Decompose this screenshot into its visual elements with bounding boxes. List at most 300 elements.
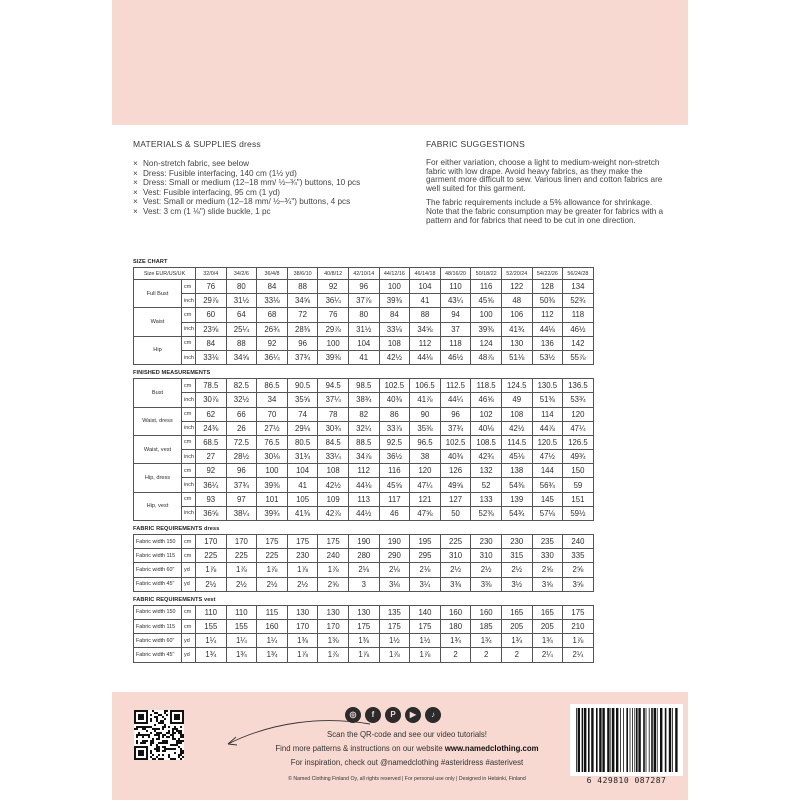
table-cell: 1¾ [471, 634, 502, 648]
unit-label: cm [182, 619, 196, 633]
table-cell: 90.5 [287, 379, 318, 393]
table-cell: 80 [348, 308, 379, 322]
finished-measurements-title: FINISHED MEASUREMENTS [133, 370, 211, 377]
table-cell: 175 [257, 535, 288, 549]
table-cell: 2½ [501, 563, 532, 577]
table-cell: 39⅜ [257, 478, 288, 492]
bullet-icon: × [133, 197, 138, 207]
table-cell: 82.5 [226, 379, 257, 393]
table-cell: 41⅞ [410, 393, 441, 407]
table-cell: 96 [440, 407, 471, 421]
table-cell: 1⅜ [318, 634, 349, 648]
table-cell: 42¾ [471, 450, 502, 464]
table-cell: 41 [287, 478, 318, 492]
table-cell: 195 [410, 535, 441, 549]
table-cell: 150 [563, 464, 594, 478]
table-cell: 2½ [440, 563, 471, 577]
table-cell: 104 [410, 280, 441, 294]
table-cell: 109 [318, 492, 349, 506]
table-cell: 295 [410, 549, 441, 563]
table-cell: 42½ [501, 421, 532, 435]
facebook-icon[interactable]: f [365, 707, 381, 723]
table-cell: 86 [379, 407, 410, 421]
fabric-suggestions-section [426, 139, 671, 231]
table-cell: 41⅜ [287, 506, 318, 520]
table-cell: 84 [257, 280, 288, 294]
table-cell: 138 [501, 464, 532, 478]
table-cell: 1⅜ [348, 634, 379, 648]
table-cell: 24⅜ [196, 421, 227, 435]
table-cell: 42⅞ [318, 506, 349, 520]
table-cell: 113 [348, 492, 379, 506]
table-cell: 76 [196, 280, 227, 294]
size-header: 38/6/10 [287, 268, 318, 280]
table-cell: 225 [257, 549, 288, 563]
unit-label: yd [182, 577, 196, 591]
table-row [134, 634, 594, 648]
table-cell: 1¾ [226, 648, 257, 662]
table-cell: 170 [196, 535, 227, 549]
unit-label: cm [182, 379, 196, 393]
table-row [134, 407, 594, 421]
table-cell: 108.5 [471, 435, 502, 449]
table-cell: 100 [471, 308, 502, 322]
table-row [134, 648, 594, 662]
table-cell: 130 [348, 605, 379, 619]
barcode-number: 6 429810 087287 [586, 776, 667, 785]
table-cell: 240 [563, 535, 594, 549]
table-row [134, 379, 594, 393]
size-header: 44/12/16 [379, 268, 410, 280]
materials-section [133, 139, 403, 217]
table-cell: 130 [318, 605, 349, 619]
table-cell: 41¾ [501, 322, 532, 336]
table-cell: 97 [226, 492, 257, 506]
table-cell: 39⅜ [379, 294, 410, 308]
table-cell: 2⅛ [379, 563, 410, 577]
table-cell: 44⅛ [348, 478, 379, 492]
table-cell: 46 [379, 506, 410, 520]
table-cell: 39⅜ [318, 350, 349, 364]
table-cell: 60 [196, 308, 227, 322]
table-cell: 40⅜ [379, 393, 410, 407]
footer-band [112, 692, 688, 800]
table-cell: 59 [563, 478, 594, 492]
size-header: 36/4/8 [257, 268, 288, 280]
table-cell: 190 [379, 535, 410, 549]
table-cell: 54¾ [501, 506, 532, 520]
unit-label: inch [182, 393, 196, 407]
unit-label: cm [182, 407, 196, 421]
fabric-requirements-vest-title: FABRIC REQUIREMENTS vest [133, 596, 216, 603]
instagram-icon[interactable]: ◎ [345, 707, 361, 723]
table-cell: 2¼ [563, 648, 594, 662]
table-cell: 80 [226, 280, 257, 294]
table-cell: 225 [196, 549, 227, 563]
fabric-requirements-dress-title: FABRIC REQUIREMENTS dress [133, 526, 220, 532]
table-row [134, 506, 594, 520]
youtube-icon[interactable]: ▶ [405, 707, 421, 723]
size-header: 40/8/12 [318, 268, 349, 280]
size-header: 46/14/18 [410, 268, 441, 280]
table-cell: 160 [440, 605, 471, 619]
table-row [134, 450, 594, 464]
table-cell: 45⅝ [379, 478, 410, 492]
table-cell: 185 [471, 619, 502, 633]
table-row [134, 280, 594, 294]
table-cell: 230 [471, 535, 502, 549]
table-cell: 56¾ [532, 478, 563, 492]
table-cell: 112 [532, 308, 563, 322]
table-cell: 44¼ [440, 393, 471, 407]
unit-label: yd [182, 563, 196, 577]
row-label: Waist [134, 308, 182, 336]
row-label: Full Bust [134, 280, 182, 308]
table-cell: 32½ [226, 393, 257, 407]
qr-code-icon[interactable] [134, 710, 184, 760]
bullet-icon: × [133, 168, 138, 178]
table-row [134, 478, 594, 492]
table-cell: 51⅜ [532, 393, 563, 407]
row-label: Waist, dress [134, 407, 182, 435]
table-cell: 136 [532, 336, 563, 350]
table-row [134, 393, 594, 407]
table-cell: 66 [226, 407, 257, 421]
table-cell: 120 [563, 407, 594, 421]
table-cell: 110 [226, 605, 257, 619]
table-cell: 140 [410, 605, 441, 619]
table-cell: 115 [257, 605, 288, 619]
table-cell: 36⅝ [196, 506, 227, 520]
table-cell: 84 [196, 336, 227, 350]
table-cell: 1¼ [196, 634, 227, 648]
size-chart-table [133, 267, 594, 365]
table-cell: 84 [379, 308, 410, 322]
unit-label: inch [182, 506, 196, 520]
size-chart-title: SIZE CHART [133, 259, 168, 265]
bullet-icon: × [133, 206, 138, 216]
table-cell: 26 [226, 421, 257, 435]
table-cell: 126.5 [563, 435, 594, 449]
table-cell: 175 [379, 619, 410, 633]
table-cell: 49 [501, 393, 532, 407]
table-cell: 28½ [226, 450, 257, 464]
table-cell: 2 [471, 648, 502, 662]
table-cell: 49¾ [563, 450, 594, 464]
table-cell: 112 [410, 336, 441, 350]
fabric-paragraph-1: For either variation, choose a light to medium-weight non-stretch fabric with low drape. Avoid heavy fabrics, as they make the garment more difficult to sew. Various linen and cotton fabrics are well suited for this garment. [426, 158, 663, 193]
table-cell: 33⅞ [379, 421, 410, 435]
table-cell: 92 [318, 280, 349, 294]
size-header: 50/18/22 [471, 268, 502, 280]
table-cell: 280 [348, 549, 379, 563]
table-cell: 180 [440, 619, 471, 633]
table-cell: 96 [226, 464, 257, 478]
table-cell: 64 [226, 308, 257, 322]
table-cell: 30¾ [318, 421, 349, 435]
row-label: Hip [134, 336, 182, 364]
table-cell: 130 [501, 336, 532, 350]
table-cell: 78 [318, 407, 349, 421]
pinterest-icon[interactable]: P [385, 707, 401, 723]
table-cell: 121 [410, 492, 441, 506]
fabric-requirements-dress-table [133, 534, 594, 592]
table-cell: 96.5 [410, 435, 441, 449]
row-label: Fabric width 45" [134, 648, 182, 662]
table-cell: 32¼ [348, 421, 379, 435]
table-cell: 40⅜ [440, 450, 471, 464]
table-cell: 38¾ [348, 393, 379, 407]
table-cell: 106 [501, 308, 532, 322]
table-cell: 84.5 [318, 435, 349, 449]
table-cell: 290 [379, 549, 410, 563]
table-cell: 118 [563, 308, 594, 322]
unit-label: cm [182, 336, 196, 350]
table-cell: 170 [226, 535, 257, 549]
table-cell: 2 [440, 648, 471, 662]
table-cell: 44⅞ [532, 421, 563, 435]
fabric-suggestions-title: FABRIC SUGGESTIONS [426, 139, 526, 149]
table-row [134, 464, 594, 478]
table-cell: 190 [348, 535, 379, 549]
fabric-paragraph-2: The fabric requirements include a 5% allowance for shrinkage. Note that the fabric consumption may be greater for fabrics with a pattern and for fabrics that need to be cut in one direction. [426, 198, 664, 225]
table-cell: 82 [348, 407, 379, 421]
table-cell: 144 [532, 464, 563, 478]
table-cell: 170 [318, 619, 349, 633]
table-cell: 59½ [563, 506, 594, 520]
table-cell: 100 [318, 336, 349, 350]
table-cell: 126 [440, 464, 471, 478]
row-label: Fabric width 150 [134, 535, 182, 549]
table-cell: 1¾ [532, 634, 563, 648]
table-cell: 48⅞ [471, 350, 502, 364]
list-item: × Vest: 3 cm (1 ⅛") slide buckle, 1 pc [133, 206, 271, 216]
table-cell: 3 [348, 577, 379, 591]
table-cell: 46⅝ [471, 393, 502, 407]
table-cell: 335 [563, 549, 594, 563]
table-cell: 37¾ [226, 478, 257, 492]
table-cell: 88 [410, 308, 441, 322]
table-cell: 3⅜ [471, 577, 502, 591]
table-cell: 2⅝ [563, 563, 594, 577]
table-cell: 124.5 [501, 379, 532, 393]
table-cell: 37¾ [440, 421, 471, 435]
table-cell: 55⅞ [563, 350, 594, 364]
table-cell: 310 [440, 549, 471, 563]
table-cell: 106.5 [410, 379, 441, 393]
table-cell: 23⅝ [196, 322, 227, 336]
list-item: × Non-stretch fabric, see below [133, 159, 250, 168]
table-cell: 1⅞ [318, 648, 349, 662]
table-cell: 30⅞ [196, 393, 227, 407]
table-cell: 1¾ [440, 634, 471, 648]
table-cell: 104 [287, 464, 318, 478]
table-cell: 1⅞ [318, 563, 349, 577]
table-cell: 36½ [379, 450, 410, 464]
table-row [134, 549, 594, 563]
table-cell: 108 [318, 464, 349, 478]
table-cell: 1⅞ [379, 648, 410, 662]
table-cell: 44½ [348, 506, 379, 520]
size-header: 56/24/28 [563, 268, 594, 280]
table-cell: 100 [257, 464, 288, 478]
footer-copyright: © Named Clothing Finland Oy, all rights reserved | For personal use only | Designed in Helsinki, Finland [288, 776, 526, 782]
unit-label: cm [182, 308, 196, 322]
table-cell: 40⅛ [471, 421, 502, 435]
table-cell: 93 [196, 492, 227, 506]
unit-label: cm [182, 435, 196, 449]
table-cell: 2½ [257, 577, 288, 591]
table-cell: 117 [379, 492, 410, 506]
table-cell: 145 [532, 492, 563, 506]
table-cell: 30⅛ [257, 450, 288, 464]
table-cell: 108 [501, 407, 532, 421]
table-cell: 72 [287, 308, 318, 322]
table-cell: 3⅛ [379, 577, 410, 591]
table-cell: 1¾ [501, 634, 532, 648]
table-cell: 29⅛ [287, 421, 318, 435]
table-cell: 29⅞ [196, 294, 227, 308]
table-cell: 70 [257, 407, 288, 421]
table-cell: 230 [287, 549, 318, 563]
table-cell: 310 [471, 549, 502, 563]
table-cell: 3⅝ [563, 577, 594, 591]
size-header: 32/0/4 [196, 268, 227, 280]
bullet-icon: × [133, 187, 138, 197]
table-cell: 2½ [471, 563, 502, 577]
table-row [134, 535, 594, 549]
table-cell: 112 [348, 464, 379, 478]
table-cell: 1¼ [257, 634, 288, 648]
table-cell: 160 [471, 605, 502, 619]
table-cell: 46½ [563, 322, 594, 336]
table-cell: 29⅞ [318, 322, 349, 336]
unit-label: inch [182, 294, 196, 308]
table-cell: 118 [440, 336, 471, 350]
bullet-icon: × [133, 178, 138, 188]
table-cell: 2½ [196, 577, 227, 591]
table-cell: 37 [440, 322, 471, 336]
table-cell: 45⅛ [501, 450, 532, 464]
table-cell: 155 [196, 619, 227, 633]
row-label: Waist, vest [134, 435, 182, 463]
table-cell: 3½ [501, 577, 532, 591]
table-cell: 35⅜ [410, 421, 441, 435]
row-label: Fabric width 115 [134, 549, 182, 563]
table-cell: 37¼ [318, 393, 349, 407]
table-cell: 128 [532, 280, 563, 294]
unit-label: yd [182, 634, 196, 648]
size-header: 54/22/26 [532, 268, 563, 280]
table-cell: 116 [471, 280, 502, 294]
table-cell: 86.5 [257, 379, 288, 393]
table-cell: 38 [410, 450, 441, 464]
table-cell: 37⅞ [348, 294, 379, 308]
footer-video-text: Scan the QR-code and see our video tutorials! [327, 730, 487, 739]
table-cell: 46½ [440, 350, 471, 364]
table-cell: 47¼ [410, 478, 441, 492]
list-item: × Vest: Small or medium (12–18 mm/ ½–¾") buttons, 4 pcs [133, 197, 351, 207]
table-cell: 225 [226, 549, 257, 563]
table-cell: 133 [471, 492, 502, 506]
list-item: × Dress: Small or medium (12–18 mm/ ½–¾") buttons, 10 pcs [133, 178, 361, 188]
table-cell: 175 [318, 535, 349, 549]
unit-label: inch [182, 478, 196, 492]
table-cell: 2⅝ [532, 563, 563, 577]
table-cell: 41 [410, 294, 441, 308]
list-item: × Dress: Fusible interfacing, 140 cm (1½ yd) [133, 168, 297, 178]
table-cell: 80.5 [287, 435, 318, 449]
table-cell: 3⅝ [532, 577, 563, 591]
table-row [134, 563, 594, 577]
unit-label: cm [182, 280, 196, 294]
table-cell: 33⅛ [379, 322, 410, 336]
table-cell: 110 [440, 280, 471, 294]
table-cell: 175 [563, 605, 594, 619]
website-link[interactable]: www.namedclothing.com [444, 744, 539, 753]
table-cell: 225 [440, 535, 471, 549]
table-cell: 44⅛ [410, 350, 441, 364]
table-cell: 39¾ [257, 506, 288, 520]
table-cell: 136.5 [563, 379, 594, 393]
table-cell: 68 [257, 308, 288, 322]
table-cell: 36¼ [196, 478, 227, 492]
table-cell: 33⅛ [196, 350, 227, 364]
table-cell: 76.5 [257, 435, 288, 449]
barcode [570, 704, 683, 785]
table-cell: 42½ [318, 478, 349, 492]
table-cell: 1⅞ [287, 648, 318, 662]
table-row [134, 435, 594, 449]
table-cell: 230 [501, 535, 532, 549]
table-cell: 47⅝ [410, 506, 441, 520]
tiktok-icon[interactable]: ♪ [425, 707, 441, 723]
unit-label: cm [182, 535, 196, 549]
table-cell: 104 [348, 336, 379, 350]
table-cell: 34⅝ [287, 294, 318, 308]
table-cell: 165 [501, 605, 532, 619]
table-cell: 2 [501, 648, 532, 662]
table-cell: 170 [287, 619, 318, 633]
table-cell: 205 [532, 619, 563, 633]
table-cell: 151 [563, 492, 594, 506]
table-cell: 31½ [348, 322, 379, 336]
table-cell: 53½ [532, 350, 563, 364]
table-cell: 102.5 [440, 435, 471, 449]
table-cell: 62 [196, 407, 227, 421]
fabric-requirements-vest-table [133, 605, 594, 663]
table-cell: 315 [501, 549, 532, 563]
table-cell: 41 [348, 350, 379, 364]
unit-label: inch [182, 450, 196, 464]
table-cell: 142 [563, 336, 594, 350]
table-cell: 114 [532, 407, 563, 421]
size-header: 52/20/24 [501, 268, 532, 280]
table-cell: 42½ [379, 350, 410, 364]
size-header-label: Size EUR/US/UK [134, 268, 196, 280]
table-cell: 100 [379, 280, 410, 294]
table-row [134, 421, 594, 435]
table-cell: 49⅝ [440, 478, 471, 492]
table-row [134, 605, 594, 619]
table-cell: 50 [440, 506, 471, 520]
table-cell: 50⅜ [532, 294, 563, 308]
table-cell: 27½ [257, 421, 288, 435]
table-row [134, 336, 594, 350]
table-cell: 57⅛ [532, 506, 563, 520]
table-cell: 35⅝ [287, 393, 318, 407]
table-cell: 235 [532, 535, 563, 549]
